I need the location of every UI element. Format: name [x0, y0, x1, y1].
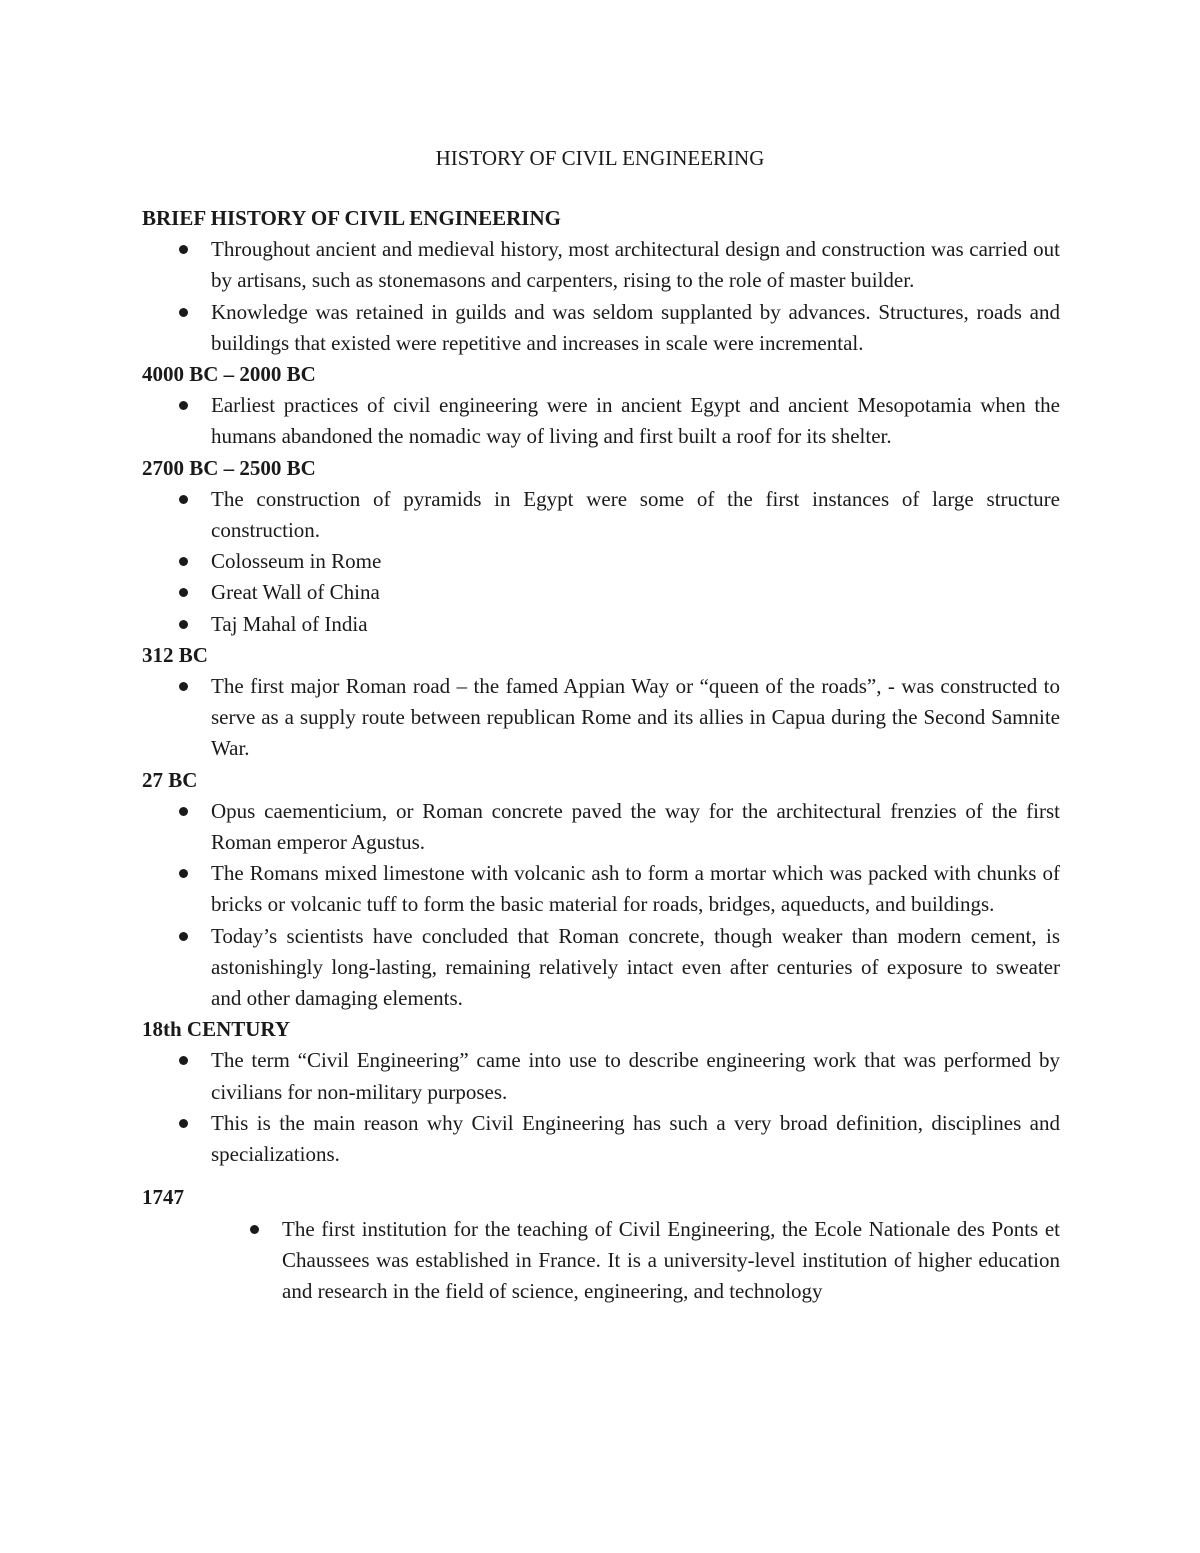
- bullet-list: [142, 1045, 1060, 1170]
- section-heading: 4000 BC – 2000 BC: [142, 362, 316, 387]
- document-body: [142, 203, 1060, 1307]
- section-heading: BRIEF HISTORY OF CIVIL ENGINEERING: [142, 206, 561, 230]
- bullet-icon: [179, 588, 188, 597]
- list-item-text: Throughout ancient and medieval history, most architectural design and construction was carried out by artisans, such as stonemasons and carpenters, rising to the role of master builder.: [211, 237, 1060, 293]
- list-item: [211, 234, 1060, 296]
- bullet-list: [142, 484, 1060, 640]
- list-item-text: This is the main reason why Civil Engineering has such a very broad definition, disciplines and specializations.: [211, 1110, 1060, 1167]
- list-item-text: Colosseum in Rome: [211, 549, 382, 574]
- list-item: [211, 921, 1060, 1015]
- list-item: [211, 577, 1060, 608]
- bullet-icon: [179, 401, 188, 410]
- list-item: [282, 1214, 1060, 1308]
- list-item: [211, 1045, 1060, 1107]
- bullet-list: [142, 671, 1060, 765]
- bullet-icon: [179, 308, 188, 317]
- bullet-list: [142, 390, 1060, 452]
- bullet-icon: [250, 1225, 259, 1234]
- bullet-icon: [179, 620, 188, 629]
- bullet-icon: [179, 1119, 188, 1128]
- list-item: [211, 796, 1060, 858]
- list-item-text: The first institution for the teaching of Civil Engineering, the Ecole Nationale des Ponts et Chaussees was established in France. It is a university-level institution of higher education and research in the field of science, engineering, and technology: [282, 1216, 1060, 1303]
- section-heading: 2700 BC – 2500 BC: [142, 455, 316, 480]
- list-item-text: Knowledge was retained in guilds and was seldom supplanted by advances. Structures, roads and buildings that existed were repetitive and increases in scale were incremental.: [211, 299, 1060, 355]
- list-item-text: The construction of pyramids in Egypt were some of the first instances of large structure construction.: [211, 486, 1060, 543]
- list-item-text: Today’s scientists have concluded that Roman concrete, though weaker than modern cement, is astonishingly long-lasting, remaining relatively intact even after centuries of exposure to sweater and other damaging elements.: [211, 923, 1060, 1011]
- bullet-list: [142, 1214, 1060, 1308]
- section-heading: 27 BC: [142, 767, 198, 792]
- list-item: [211, 546, 1060, 577]
- bullet-icon: [179, 682, 188, 691]
- list-item-text: The first major Roman road – the famed Appian Way or “queen of the roads”, - was constructed to serve as a supply route between republican Rome and its allies in Capua during the Second Samnite War.: [211, 674, 1060, 761]
- bullet-icon: [179, 245, 188, 254]
- bullet-icon: [179, 869, 188, 878]
- list-item: [211, 858, 1060, 920]
- list-item: [211, 609, 1060, 640]
- list-item-text: The term “Civil Engineering” came into use to describe engineering work that was performed by civilians for non-military purposes.: [211, 1048, 1060, 1104]
- bullet-icon: [179, 807, 188, 816]
- list-item-text: Opus caementicium, or Roman concrete paved the way for the architectural frenzies of the first Roman emperor Agustus.: [211, 798, 1060, 855]
- list-item-text: Great Wall of China: [211, 580, 380, 605]
- bullet-icon: [179, 932, 188, 941]
- bullet-list: [142, 234, 1060, 359]
- bullet-icon: [179, 495, 188, 504]
- document-title: HISTORY OF CIVIL ENGINEERING: [435, 146, 765, 170]
- list-item: [211, 484, 1060, 546]
- bullet-icon: [179, 1056, 188, 1065]
- section-heading: 1747: [142, 1185, 184, 1210]
- bullet-icon: [179, 557, 188, 566]
- section-heading: 312 BC: [142, 642, 208, 667]
- list-item: [211, 1108, 1060, 1170]
- list-item-text: Taj Mahal of India: [211, 611, 368, 636]
- list-item: [211, 671, 1060, 765]
- list-item: [211, 390, 1060, 452]
- bullet-list: [142, 796, 1060, 1014]
- section-heading: 18th CENTURY: [142, 1017, 291, 1042]
- list-item: [211, 297, 1060, 359]
- list-item-text: The Romans mixed limestone with volcanic ash to form a mortar which was packed with chunks of bricks or volcanic tuff to form the basic material for roads, bridges, aqueducts, and buildings.: [211, 861, 1060, 917]
- list-item-text: Earliest practices of civil engineering were in ancient Egypt and ancient Mesopotamia when the humans abandoned the nomadic way of living and first built a roof for its shelter.: [211, 393, 1060, 449]
